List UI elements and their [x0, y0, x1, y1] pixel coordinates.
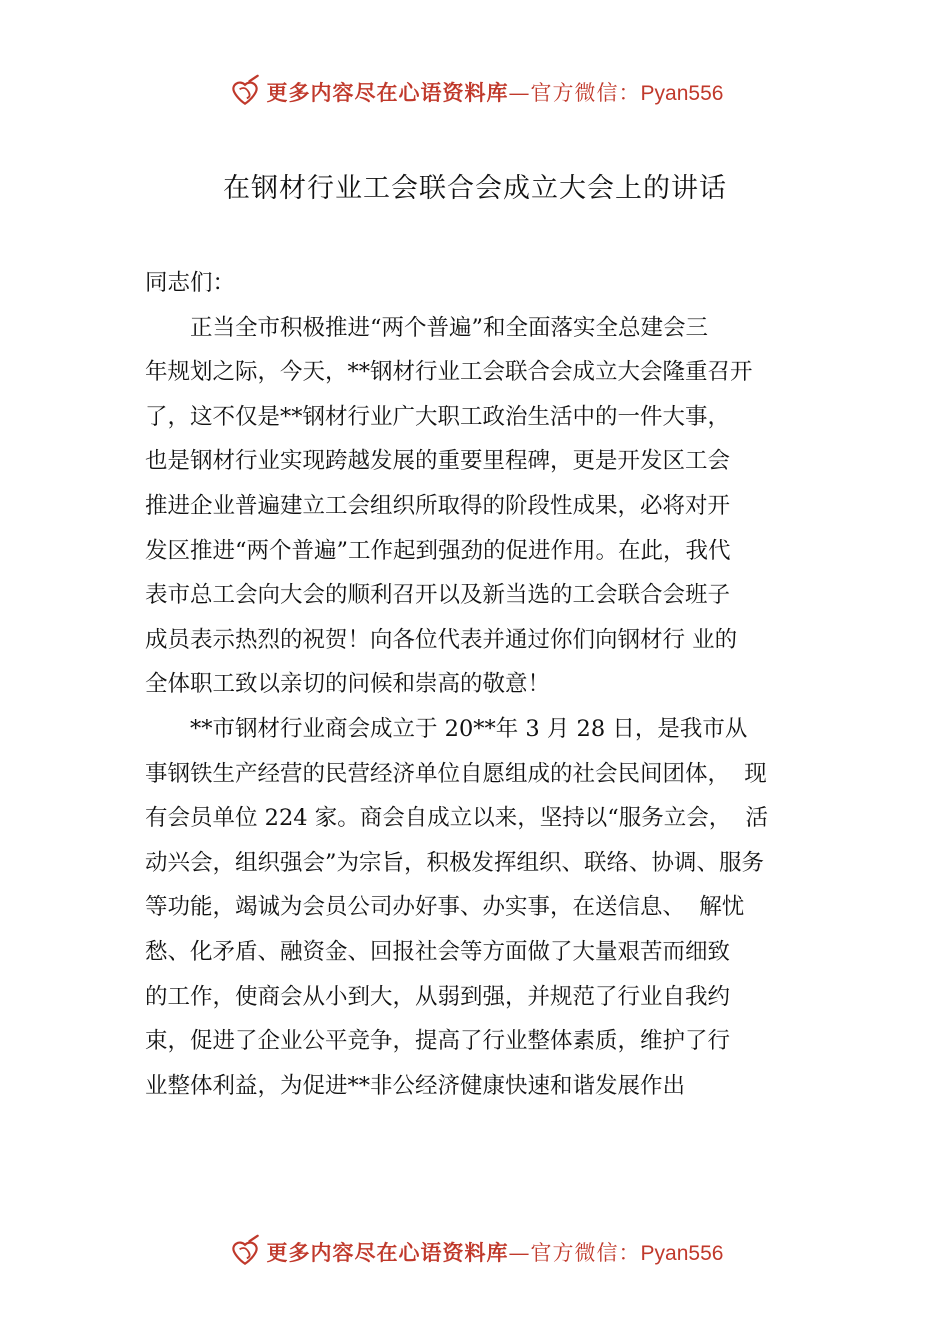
- banner-text: [267, 77, 724, 107]
- banner-separator-text: —官方微信：: [508, 81, 641, 105]
- paragraph-line: 束，促进了企业公平竞争，提高了行业整体素质，维护了行: [145, 1028, 731, 1055]
- brush-heart-logo-icon: [227, 74, 263, 110]
- paragraph-line: 推进企业普遍建立工会组织所取得的阶段性成果，必将对开: [145, 492, 731, 519]
- paragraph-line: 业整体利益，为促进**非公经济健康快速和谐发展作出: [145, 1072, 686, 1099]
- greeting: 同志们：: [145, 270, 236, 296]
- banner-main-text: 更多内容尽在心语资料库: [266, 80, 509, 105]
- banner-wechat-id: Pyan556: [640, 82, 724, 105]
- banner-wechat-id: Pyan556: [640, 1242, 724, 1265]
- footer-banner: [0, 1230, 950, 1274]
- banner-separator-text: —官方微信：: [508, 1241, 641, 1265]
- paragraph-line: 动兴会，组织强会”为宗旨，积极发挥组织、联络、协调、服务: [145, 849, 765, 876]
- paragraph-line: 等功能，竭诚为会员公司办好事、办实事，在送信息、 解忧: [145, 894, 745, 921]
- header-banner: [0, 70, 950, 114]
- paragraph-line: 有会员单位 224 家。商会自成立以来，坚持以“服务立会， 活: [145, 805, 769, 832]
- paragraph-line: **市钢材行业商会成立于 20**年 3 月 28 日，是我市从: [190, 715, 748, 742]
- paragraph-line: 正当全市积极推进“两个普遍”和全面落实全总建会三: [190, 314, 709, 341]
- banner-text: [267, 1237, 724, 1267]
- paragraph-line: 也是钢材行业实现跨越发展的重要里程碑，更是开发区工会: [145, 448, 731, 475]
- paragraph-line: 成员表示热烈的祝贺！向各位代表并通过你们向钢材行 业的: [145, 626, 738, 653]
- banner-main-text: 更多内容尽在心语资料库: [266, 1240, 509, 1265]
- paragraph-line: 的工作，使商会从小到大，从弱到强，并规范了行业自我约: [145, 983, 731, 1010]
- paragraph-line: 年规划之际，今天，**钢材行业工会联合会成立大会隆重召开: [145, 359, 753, 386]
- brush-heart-logo-icon: [227, 1234, 263, 1270]
- document-title: 在钢材行业工会联合会成立大会上的讲话: [223, 173, 727, 204]
- paragraph-line: 愁、化矛盾、融资金、回报社会等方面做了大量艰苦而细致: [145, 938, 731, 965]
- paragraph-line: 事钢铁生产经营的民营经济单位自愿组成的社会民间团体， 现: [145, 760, 767, 787]
- document-body: [145, 261, 835, 1108]
- paragraph-line: 全体职工致以亲切的问候和崇高的敬意！: [145, 671, 551, 698]
- paragraph-line: 表市总工会向大会的顺利召开以及新当选的工会联合会班子: [145, 582, 731, 609]
- body-lines: [145, 306, 835, 1109]
- paragraph-line: 发区推进“两个普遍”工作起到强劲的促进作用。在此，我代: [145, 537, 731, 564]
- paragraph-line: 了，这不仅是**钢材行业广大职工政治生活中的一件大事，: [145, 403, 731, 430]
